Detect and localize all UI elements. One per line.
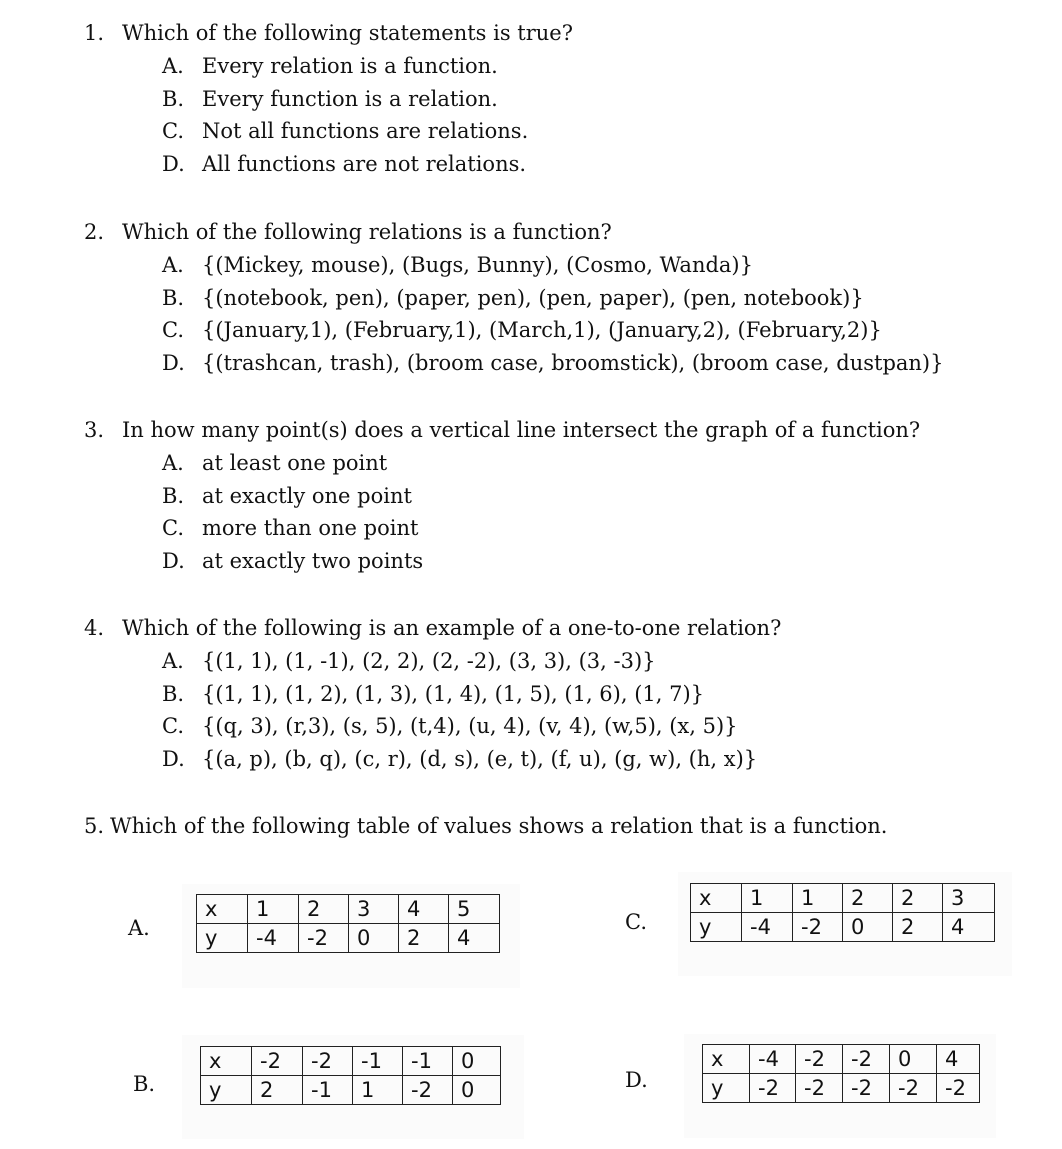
option-letter: A. (162, 253, 184, 277)
table-row-y (201, 1076, 501, 1105)
y-value-cell: -2 (403, 1076, 453, 1105)
x-value-cell: -2 (843, 1045, 890, 1074)
option-text: {(q, 3), (r,3), (s, 5), (t,4), (u, 4), (v, 4), (w,5), (x, 5)} (202, 714, 738, 738)
question-stem (84, 16, 1054, 50)
table-row-x (201, 1047, 501, 1076)
y-value-cell: 0 (843, 913, 893, 942)
table-option-letter-c[interactable]: C. (625, 910, 647, 934)
table-row-x (703, 1045, 980, 1074)
question-5 (84, 809, 1054, 843)
x-value-cell: 5 (449, 895, 500, 924)
option-d[interactable] (162, 743, 1054, 776)
y-value-cell: -2 (890, 1074, 937, 1103)
question-number: 5. (84, 814, 105, 838)
question-1 (84, 16, 1054, 180)
table-row-y (197, 924, 500, 953)
question-text: Which of the following relations is a function? (122, 220, 612, 244)
option-letter: B. (162, 483, 185, 508)
option-letter: B. (162, 681, 185, 706)
option-text: at exactly one point (202, 483, 412, 508)
option-letter: A. (162, 451, 184, 475)
option-a[interactable] (162, 645, 1054, 678)
option-text: more than one point (202, 516, 419, 540)
option-text: {(1, 1), (1, -1), (2, 2), (2, -2), (3, 3), (3, -3)} (202, 649, 656, 673)
option-d[interactable] (162, 347, 1054, 380)
table-row-x (197, 895, 500, 924)
question-number: 3. (84, 418, 105, 442)
x-value-cell: 2 (299, 895, 349, 924)
y-value-cell: 1 (353, 1076, 403, 1105)
x-value-cell: 1 (742, 884, 793, 913)
value-table-b[interactable] (200, 1046, 501, 1105)
y-label-cell: y (703, 1074, 750, 1103)
y-value-cell: -2 (796, 1074, 843, 1103)
option-c[interactable] (162, 314, 1054, 347)
option-d[interactable] (162, 545, 1054, 578)
question-stem (84, 215, 1054, 249)
option-a[interactable] (162, 249, 1054, 282)
question-stem (84, 809, 1054, 843)
option-b[interactable] (162, 83, 1054, 116)
y-value-cell: -2 (937, 1074, 980, 1103)
option-letter: D. (162, 548, 185, 573)
option-c[interactable] (162, 512, 1054, 545)
y-value-cell: 2 (893, 913, 943, 942)
y-value-cell: 4 (943, 913, 995, 942)
option-text: {(notebook, pen), (paper, pen), (pen, paper), (pen, notebook)} (202, 285, 864, 310)
option-letter: C. (162, 318, 184, 342)
y-value-cell: -4 (742, 913, 793, 942)
x-label-cell: x (691, 884, 742, 913)
x-value-cell: 4 (937, 1045, 980, 1074)
option-letter: D. (162, 746, 185, 771)
x-value-cell: -1 (403, 1047, 453, 1076)
y-label-cell: y (201, 1076, 252, 1105)
x-value-cell: 2 (893, 884, 943, 913)
question-3 (84, 413, 1054, 577)
y-value-cell: 0 (349, 924, 399, 953)
x-label-cell: x (201, 1047, 252, 1076)
question-4 (84, 611, 1054, 775)
question-text: In how many point(s) does a vertical line intersect the graph of a function? (122, 418, 921, 442)
table-option-letter-d[interactable]: D. (625, 1068, 648, 1092)
question-2 (84, 215, 1054, 379)
x-value-cell: -4 (750, 1045, 796, 1074)
x-value-cell: -2 (796, 1045, 843, 1074)
option-text: {(a, p), (b, q), (c, r), (d, s), (e, t), (f, u), (g, w), (h, x)} (202, 746, 758, 771)
x-label-cell: x (197, 895, 248, 924)
x-value-cell: -2 (252, 1047, 303, 1076)
option-letter: D. (162, 151, 185, 176)
y-value-cell: 4 (449, 924, 500, 953)
table-row-y (691, 913, 995, 942)
question-text: Which of the following statements is true? (122, 21, 573, 45)
option-text: at exactly two points (202, 548, 424, 573)
x-value-cell: 3 (349, 895, 399, 924)
option-b[interactable] (162, 678, 1054, 711)
x-value-cell: 0 (453, 1047, 501, 1076)
option-letter: B. (162, 285, 185, 310)
question-number: 4. (84, 616, 105, 640)
option-a[interactable] (162, 50, 1054, 83)
question-stem (84, 413, 1054, 447)
value-table-a[interactable] (196, 894, 500, 953)
table-option-letter-a[interactable]: A. (128, 916, 150, 940)
option-letter: C. (162, 119, 184, 143)
y-label-cell: y (197, 924, 248, 953)
option-text: {(Mickey, mouse), (Bugs, Bunny), (Cosmo, Wanda)} (202, 253, 753, 277)
option-letter: A. (162, 54, 184, 78)
option-text: Every function is a relation. (202, 86, 498, 111)
y-value-cell: -2 (750, 1074, 796, 1103)
option-letter: A. (162, 649, 184, 673)
table-option-letter-b[interactable]: B. (133, 1072, 156, 1096)
option-letter: D. (162, 350, 185, 375)
y-value-cell: -1 (303, 1076, 353, 1105)
option-text: {(trashcan, trash), (broom case, broomstick), (broom case, dustpan)} (202, 350, 944, 375)
x-value-cell: 3 (943, 884, 995, 913)
y-value-cell: 2 (252, 1076, 303, 1105)
x-value-cell: -1 (353, 1047, 403, 1076)
question-text: Which of the following is an example of a one-to-one relation? (122, 616, 782, 640)
option-letter: B. (162, 86, 185, 111)
option-text: All functions are not relations. (202, 151, 527, 176)
option-text: at least one point (202, 451, 388, 475)
x-value-cell: 0 (890, 1045, 937, 1074)
table-row-y (703, 1074, 980, 1103)
y-value-cell: -2 (793, 913, 843, 942)
x-value-cell: -2 (303, 1047, 353, 1076)
value-table-d[interactable] (702, 1044, 980, 1103)
option-b[interactable] (162, 480, 1054, 513)
x-value-cell: 1 (248, 895, 299, 924)
option-d[interactable] (162, 148, 1054, 181)
x-value-cell: 4 (399, 895, 449, 924)
x-value-cell: 2 (843, 884, 893, 913)
x-value-cell: 1 (793, 884, 843, 913)
option-text: {(January,1), (February,1), (March,1), (January,2), (February,2)} (202, 318, 882, 342)
y-value-cell: -4 (248, 924, 299, 953)
question-stem (84, 611, 1054, 645)
y-value-cell: -2 (843, 1074, 890, 1103)
y-label-cell: y (691, 913, 742, 942)
table-row-x (691, 884, 995, 913)
option-b[interactable] (162, 282, 1054, 315)
y-value-cell: -2 (299, 924, 349, 953)
option-letter: C. (162, 516, 184, 540)
option-c[interactable] (162, 710, 1054, 743)
option-text: {(1, 1), (1, 2), (1, 3), (1, 4), (1, 5), (1, 6), (1, 7)} (202, 681, 705, 706)
option-text: Not all functions are relations. (202, 119, 529, 143)
x-label-cell: x (703, 1045, 750, 1074)
option-a[interactable] (162, 447, 1054, 480)
option-letter: C. (162, 714, 184, 738)
y-value-cell: 2 (399, 924, 449, 953)
y-value-cell: 0 (453, 1076, 501, 1105)
question-text: Which of the following table of values shows a relation that is a function. (110, 814, 888, 838)
option-text: Every relation is a function. (202, 54, 498, 78)
option-c[interactable] (162, 115, 1054, 148)
question-number: 1. (84, 21, 105, 45)
value-table-c[interactable] (690, 883, 995, 942)
question-number: 2. (84, 220, 105, 244)
